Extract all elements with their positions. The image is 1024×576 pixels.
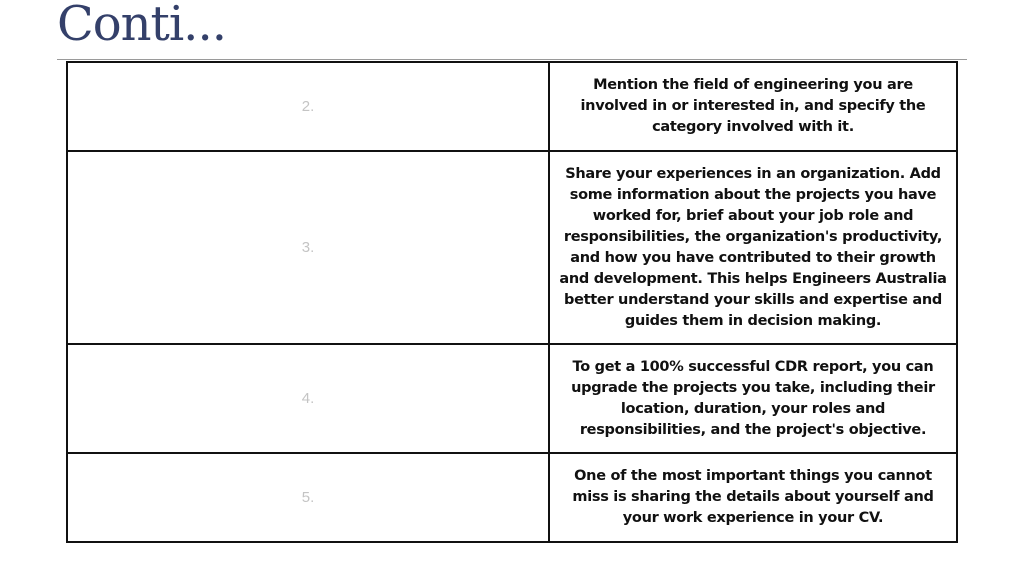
row-number: 4. <box>67 344 549 453</box>
table-row <box>67 62 957 151</box>
row-text: Share your experiences in an organization. Add some information about the projects you have worked for, brief about your job role and responsibilities, the organization's productivity, and how you have contributed to their growth and development. This helps Engineers Australia better understand your skills and expertise and guides them in decision making. <box>549 151 957 344</box>
row-text: Mention the field of engineering you are involved in or interested in, and specify the category involved with it. <box>549 62 957 151</box>
content-table <box>66 61 958 543</box>
row-text: To get a 100% successful CDR report, you can upgrade the projects you take, including their location, duration, your roles and responsibilities, and the project's objective. <box>549 344 957 453</box>
row-number: 2. <box>67 62 549 151</box>
title-divider <box>57 59 967 60</box>
row-text: One of the most important things you cannot miss is sharing the details about yourself and your work experience in your CV. <box>549 453 957 542</box>
row-number: 5. <box>67 453 549 542</box>
row-number: 3. <box>67 151 549 344</box>
table-row <box>67 344 957 453</box>
slide-title: Conti... <box>57 0 226 52</box>
table-row <box>67 453 957 542</box>
table-row <box>67 151 957 344</box>
